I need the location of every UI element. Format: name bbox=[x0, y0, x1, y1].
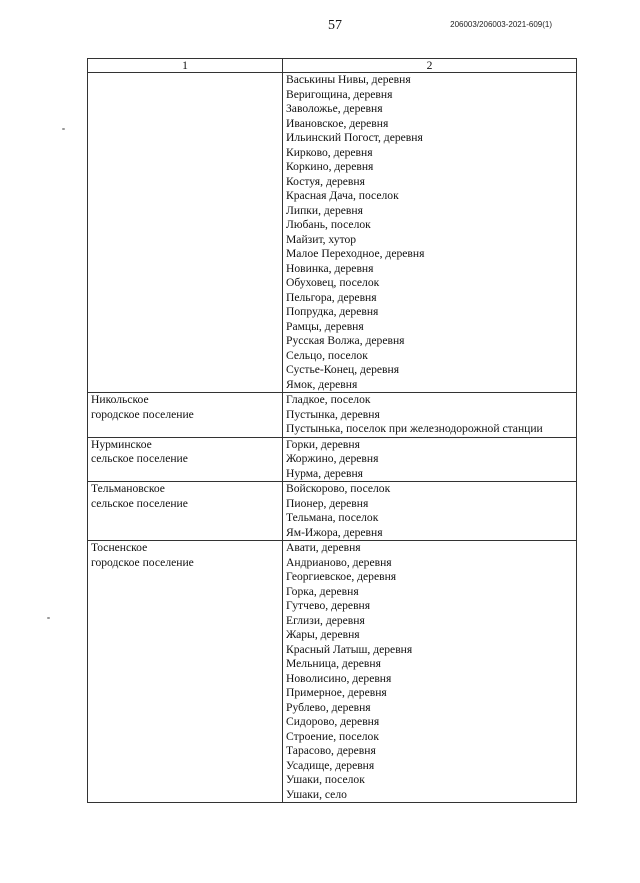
table-row bbox=[88, 482, 577, 541]
district-name-line: сельское поселение bbox=[91, 452, 188, 465]
settlement-item: Гутчево, деревня bbox=[286, 599, 371, 612]
settlement-item: Горки, деревня bbox=[286, 437, 360, 451]
page-number: 57 bbox=[328, 18, 342, 33]
district-name-line: Тосненское bbox=[91, 541, 148, 554]
table-row bbox=[88, 73, 577, 393]
settlement-item: Войскорово, поселок bbox=[286, 482, 391, 495]
settlement-item: Авати, деревня bbox=[286, 541, 361, 554]
settlement-item: Новинка, деревня bbox=[286, 261, 374, 275]
settlement-item: Русская Волжа, деревня bbox=[286, 334, 405, 347]
settlement-item: Георгиевское, деревня bbox=[286, 570, 397, 583]
settlement-item: Малое Переходное, деревня bbox=[286, 247, 425, 260]
settlement-item: Новолисино, деревня bbox=[286, 671, 392, 685]
settlement-item: Андрианово, деревня bbox=[286, 555, 392, 569]
settlement-item: Рамцы, деревня bbox=[286, 319, 364, 333]
district-cell bbox=[88, 393, 283, 438]
district-name-line: Никольское bbox=[91, 393, 149, 406]
settlement-item: Сельцо, поселок bbox=[286, 348, 368, 362]
settlement-item: Любань, поселок bbox=[286, 218, 371, 231]
settlement-item: Жоржино, деревня bbox=[286, 452, 379, 465]
settlement-item: Кирково, деревня bbox=[286, 145, 373, 159]
settlement-item: Попрудка, деревня bbox=[286, 305, 379, 318]
settlement-item: Гладкое, поселок bbox=[286, 393, 371, 406]
settlement-item: Майзит, хутор bbox=[286, 232, 357, 246]
settlement-item: Тарасово, деревня bbox=[286, 744, 376, 757]
settlement-item: Рублево, деревня bbox=[286, 700, 371, 714]
column-header: 1 bbox=[88, 59, 283, 73]
settlement-item: Пионер, деревня bbox=[286, 496, 369, 510]
table-row bbox=[88, 437, 577, 482]
settlement-item: Нурма, деревня bbox=[286, 466, 363, 480]
settlement-item: Липки, деревня bbox=[286, 203, 363, 217]
settlement-item: Примерное, деревня bbox=[286, 686, 387, 699]
settlement-item: Ушаки, село bbox=[286, 787, 347, 801]
settlement-item: Ушаки, поселок bbox=[286, 773, 365, 786]
settlement-item: Пельгора, деревня bbox=[286, 290, 377, 304]
settlement-item: Красная Дача, поселок bbox=[286, 189, 399, 202]
settlements-table bbox=[87, 58, 577, 803]
settlement-item: Горка, деревня bbox=[286, 584, 359, 598]
settlement-item: Ям-Ижора, деревня bbox=[286, 525, 383, 539]
settlement-item: Красный Латыш, деревня bbox=[286, 642, 413, 656]
settlement-item: Коркино, деревня bbox=[286, 160, 374, 173]
district-cell bbox=[88, 437, 283, 482]
settlement-item: Усадище, деревня bbox=[286, 758, 375, 772]
scan-speck bbox=[62, 128, 65, 130]
settlement-item: Васькины Нивы, деревня bbox=[286, 73, 411, 86]
column-header: 2 bbox=[283, 59, 577, 73]
document-id: 206003/206003-2021-609(1) bbox=[450, 20, 552, 29]
settlement-item: Веригощина, деревня bbox=[286, 87, 393, 101]
settlement-item: Ильинский Погост, деревня bbox=[286, 131, 423, 144]
settlement-item: Тельмана, поселок bbox=[286, 511, 379, 524]
table-body bbox=[88, 73, 577, 803]
settlement-item: Строение, поселок bbox=[286, 729, 379, 743]
district-cell bbox=[88, 73, 283, 393]
table-header-row bbox=[88, 59, 577, 73]
settlement-item: Обуховец, поселок bbox=[286, 276, 380, 289]
district-name-line: городское поселение bbox=[91, 407, 194, 421]
settlement-item: Сустье-Конец, деревня bbox=[286, 363, 400, 376]
district-cell bbox=[88, 482, 283, 541]
settlements-cell bbox=[283, 437, 577, 482]
district-name-line: Тельмановское bbox=[91, 482, 165, 495]
settlement-item: Еглизи, деревня bbox=[286, 613, 365, 627]
settlement-item: Сидорово, деревня bbox=[286, 715, 380, 728]
district-cell bbox=[88, 541, 283, 803]
settlements-cell bbox=[283, 393, 577, 438]
settlements-cell bbox=[283, 541, 577, 803]
settlement-item: Жары, деревня bbox=[286, 628, 360, 641]
settlement-item: Пустынка, деревня bbox=[286, 407, 380, 421]
settlement-item: Пустынька, поселок при железнодорожной станции bbox=[286, 422, 543, 435]
scan-speck bbox=[47, 617, 50, 619]
settlement-item: Мельница, деревня bbox=[286, 657, 381, 670]
settlements-cell bbox=[283, 73, 577, 393]
table-row bbox=[88, 541, 577, 803]
settlements-cell bbox=[283, 482, 577, 541]
district-name-line: Нурминское bbox=[91, 437, 152, 451]
settlement-item: Ивановское, деревня bbox=[286, 116, 389, 130]
settlement-item: Заволожье, деревня bbox=[286, 102, 383, 115]
district-name-line: городское поселение bbox=[91, 555, 194, 569]
table-row bbox=[88, 393, 577, 438]
district-name-line: сельское поселение bbox=[91, 496, 188, 510]
settlement-item: Костуя, деревня bbox=[286, 174, 365, 188]
settlement-item: Ямок, деревня bbox=[286, 377, 358, 391]
